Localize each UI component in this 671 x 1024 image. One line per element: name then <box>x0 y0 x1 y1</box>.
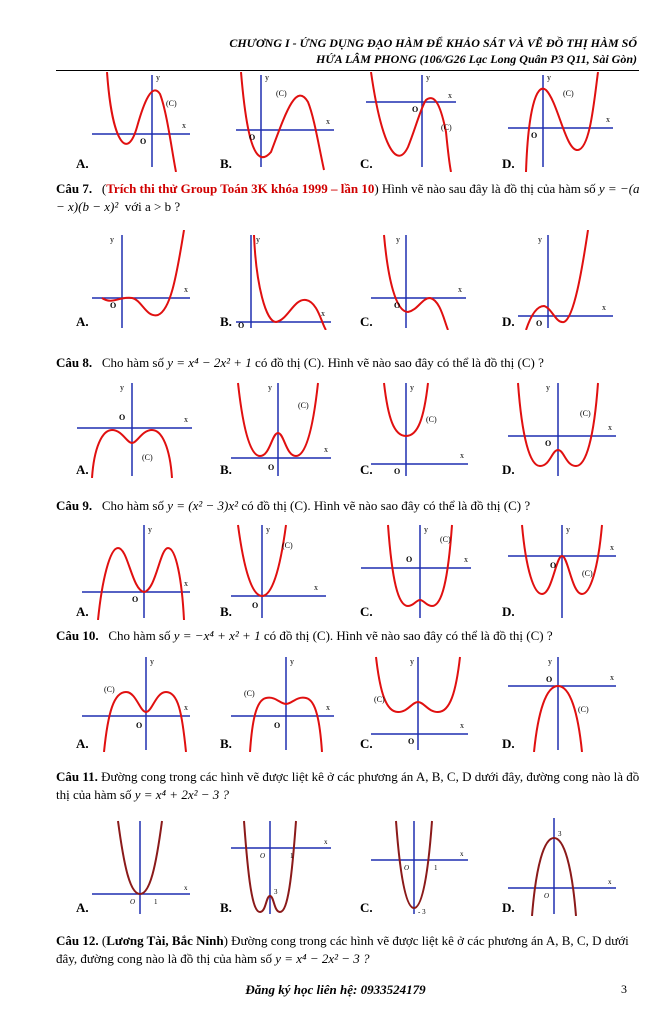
svg-text:x: x <box>326 117 330 126</box>
header-author: HỨA LÂM PHONG (106/G26 Lạc Long Quân P3 Q11, Sài Gòn) <box>316 52 637 66</box>
svg-text:O: O <box>544 892 550 900</box>
figures-row-q11 <box>56 816 642 916</box>
svg-text:x: x <box>184 884 188 892</box>
figures-row-q7 <box>56 230 642 330</box>
svg-text:x: x <box>608 878 612 886</box>
svg-text:x: x <box>184 703 188 712</box>
svg-text:3: 3 <box>274 888 278 896</box>
figures-row-q8 <box>56 378 642 478</box>
graph-svg <box>72 520 192 620</box>
svg-text:O: O <box>136 721 143 730</box>
graph-svg <box>356 520 476 620</box>
figure-option-c <box>356 230 476 330</box>
graph-svg <box>72 230 192 330</box>
header-chapter: CHƯƠNG I - ỨNG DỤNG ĐẠO HÀM ĐỂ KHẢO SÁT VÀ VẼ ĐỒ THỊ HÀM SỐ <box>229 36 637 50</box>
footer-contact: Đăng ký học liên hệ: 0933524179 <box>245 982 426 997</box>
svg-text:O: O <box>531 131 538 140</box>
svg-text:(C): (C) <box>166 99 177 108</box>
svg-text:y: y <box>266 525 270 534</box>
question-9: Câu 9. Cho hàm số y = (x² − 3)x² có đồ thị (C). Hình vẽ nào sao đây có thể là đồ thị (C) ? <box>56 498 531 513</box>
svg-text:x: x <box>602 303 606 312</box>
svg-text:y: y <box>265 73 269 82</box>
svg-text:O: O <box>406 555 413 564</box>
graph-svg <box>216 378 336 478</box>
svg-text:y: y <box>256 235 260 244</box>
figure-option-a <box>72 652 192 752</box>
option-label-a: A. <box>76 462 89 477</box>
question-formula: y = −x⁴ + x² + 1 <box>173 628 261 643</box>
svg-text:y: y <box>290 657 294 666</box>
svg-text:x: x <box>608 423 612 432</box>
figure-option-b <box>216 816 336 916</box>
figure-option-b <box>216 72 336 172</box>
svg-text:O: O <box>545 439 552 448</box>
svg-text:O: O <box>249 133 256 142</box>
svg-text:x: x <box>324 838 328 846</box>
svg-text:(C): (C) <box>244 689 255 698</box>
graph-svg <box>356 816 476 916</box>
svg-text:y: y <box>268 383 272 392</box>
option-label-d: D. <box>502 900 515 915</box>
svg-text:(C): (C) <box>282 541 293 550</box>
option-label-b: B. <box>220 604 232 619</box>
question-source: Lương Tài, Bắc Ninh <box>106 933 224 948</box>
svg-text:y: y <box>150 657 154 666</box>
svg-text:y: y <box>426 73 430 82</box>
option-label-d: D. <box>502 462 515 477</box>
svg-text:O: O <box>536 319 543 328</box>
svg-text:x: x <box>458 285 462 294</box>
graph-svg <box>498 378 618 478</box>
svg-text:x: x <box>460 850 464 858</box>
svg-text:(C): (C) <box>441 123 452 132</box>
figure-option-c <box>356 652 476 752</box>
svg-text:y: y <box>148 525 152 534</box>
svg-text:O: O <box>550 561 557 570</box>
question-10: Câu 10. Cho hàm số y = −x⁴ + x² + 1 có đồ thị (C). Hình vẽ nào sao đây có thể là đồ thị (C) ? <box>56 628 553 643</box>
figures-row-q6 <box>56 72 642 172</box>
header-rule <box>56 70 639 71</box>
svg-text:x: x <box>314 583 318 592</box>
question-8: Câu 8. Cho hàm số y = x⁴ − 2x² + 1 có đồ thị (C). Hình vẽ nào sao đây có thể là đồ thị (C) ? <box>56 355 544 370</box>
figure-option-a <box>72 816 192 916</box>
graph-svg <box>72 652 192 752</box>
svg-text:x: x <box>460 721 464 730</box>
svg-text:x: x <box>460 451 464 460</box>
question-11: Câu 11. Đường cong trong các hình vẽ được liệt kê ở các phương án A, B, C, D dưới đây, đường cong nào là đồ thị của hàm số y = x⁴ + 2x² − 3 ? <box>56 769 640 802</box>
figure-option-b <box>216 230 336 330</box>
option-label-a: A. <box>76 156 89 171</box>
option-label-b: B. <box>220 314 232 329</box>
svg-text:(C): (C) <box>298 401 309 410</box>
svg-text:O: O <box>238 321 245 330</box>
figure-option-d <box>498 652 618 752</box>
question-number: Câu 7. <box>56 181 93 196</box>
svg-text:3: 3 <box>558 830 562 838</box>
option-label-d: D. <box>502 314 515 329</box>
svg-text:(C): (C) <box>580 409 591 418</box>
question-7: Câu 7. (Trích thi thử Group Toán 3K khóa 1999 – lần 10) Hình vẽ nào sau đây là đồ thị của hàm số y = −(a − x)(b − x)² với a > b ? <box>56 181 640 214</box>
svg-text:O: O <box>260 852 266 860</box>
graph-svg <box>216 816 336 916</box>
svg-text:O: O <box>130 898 136 906</box>
graph-svg <box>72 816 192 916</box>
figure-option-c <box>356 520 476 620</box>
figure-option-d <box>498 520 618 620</box>
svg-text:(C): (C) <box>104 685 115 694</box>
svg-text:y: y <box>546 383 550 392</box>
question-number: Câu 8. <box>56 355 93 370</box>
svg-text:y: y <box>548 657 552 666</box>
svg-text:x: x <box>610 673 614 682</box>
svg-text:y: y <box>538 235 542 244</box>
figure-option-a <box>72 230 192 330</box>
figure-option-a <box>72 378 192 478</box>
question-source: Trích thi thử Group Toán 3K khóa 1999 – lần 10 <box>106 181 375 196</box>
svg-text:O: O <box>119 413 126 422</box>
svg-text:1: 1 <box>290 852 294 860</box>
svg-text:(C): (C) <box>276 89 287 98</box>
figure-option-c <box>356 816 476 916</box>
graph-svg <box>498 230 618 330</box>
graph-svg <box>216 520 336 620</box>
svg-text:(C): (C) <box>563 89 574 98</box>
question-formula: y = −(a − x)(b − x)² <box>56 181 640 214</box>
svg-text:y: y <box>547 73 551 82</box>
graph-svg <box>498 652 618 752</box>
figure-option-d <box>498 816 618 916</box>
svg-text:O: O <box>252 601 259 610</box>
graph-svg <box>356 230 476 330</box>
figures-row-q9 <box>56 520 642 620</box>
svg-text:y: y <box>410 657 414 666</box>
option-label-a: A. <box>76 604 89 619</box>
svg-text:O: O <box>132 595 139 604</box>
svg-text:y: y <box>410 383 414 392</box>
figure-option-b <box>216 378 336 478</box>
graph-svg <box>216 652 336 752</box>
question-formula: y = x⁴ + 2x² − 3 ? <box>134 787 230 802</box>
question-number: Câu 10. <box>56 628 99 643</box>
option-label-c: C. <box>360 462 373 477</box>
svg-text:x: x <box>184 285 188 294</box>
graph-svg <box>72 378 192 478</box>
svg-text:O: O <box>408 737 415 746</box>
graph-svg <box>498 816 618 916</box>
figure-option-b <box>216 652 336 752</box>
option-label-c: C. <box>360 604 373 619</box>
svg-text:O: O <box>394 467 401 476</box>
svg-text:O: O <box>268 463 275 472</box>
svg-text:x: x <box>324 445 328 454</box>
option-label-b: B. <box>220 156 232 171</box>
graph-svg <box>72 72 192 172</box>
figure-option-b <box>216 520 336 620</box>
svg-text:x: x <box>606 115 610 124</box>
option-label-a: A. <box>76 736 89 751</box>
svg-text:1: 1 <box>434 864 438 872</box>
question-formula: y = x⁴ − 2x² + 1 <box>167 355 252 370</box>
svg-text:O: O <box>140 137 147 146</box>
svg-text:y: y <box>110 235 114 244</box>
option-label-b: B. <box>220 736 232 751</box>
option-label-a: A. <box>76 314 89 329</box>
option-label-c: C. <box>360 156 373 171</box>
graph-svg <box>216 72 336 172</box>
option-label-b: B. <box>220 462 232 477</box>
option-label-d: D. <box>502 604 515 619</box>
svg-text:O: O <box>274 721 281 730</box>
svg-text:O: O <box>546 675 553 684</box>
svg-text:O: O <box>412 105 419 114</box>
svg-text:x: x <box>184 579 188 588</box>
svg-text:- 3: - 3 <box>418 908 426 916</box>
figure-option-d <box>498 378 618 478</box>
figure-option-d <box>498 72 618 172</box>
option-label-d: D. <box>502 736 515 751</box>
graph-svg <box>356 378 476 478</box>
svg-text:(C): (C) <box>142 453 153 462</box>
svg-text:x: x <box>182 121 186 130</box>
svg-text:O: O <box>394 301 401 310</box>
option-label-c: C. <box>360 314 373 329</box>
svg-text:(C): (C) <box>578 705 589 714</box>
graph-svg <box>498 520 618 620</box>
question-number: Câu 9. <box>56 498 93 513</box>
svg-text:O: O <box>110 301 117 310</box>
graph-svg <box>356 652 476 752</box>
svg-text:x: x <box>184 415 188 424</box>
svg-text:1: 1 <box>154 898 158 906</box>
question-formula: y = (x² − 3)x² <box>167 498 239 513</box>
svg-text:x: x <box>464 555 468 564</box>
option-label-d: D. <box>502 156 515 171</box>
svg-text:(C): (C) <box>426 415 437 424</box>
question-number: Câu 12. <box>56 933 99 948</box>
figures-row-q10 <box>56 652 642 752</box>
option-label-c: C. <box>360 900 373 915</box>
svg-text:x: x <box>610 543 614 552</box>
svg-text:O: O <box>404 864 410 872</box>
svg-text:y: y <box>396 235 400 244</box>
svg-text:y: y <box>120 383 124 392</box>
question-formula: y = x⁴ − 2x² − 3 ? <box>275 951 370 966</box>
svg-text:(C): (C) <box>582 569 593 578</box>
option-label-a: A. <box>76 900 89 915</box>
figure-option-c <box>356 72 476 172</box>
figure-option-d <box>498 230 618 330</box>
svg-text:y: y <box>566 525 570 534</box>
svg-text:y: y <box>156 73 160 82</box>
graph-svg <box>356 72 476 172</box>
option-label-c: C. <box>360 736 373 751</box>
svg-text:x: x <box>321 309 325 318</box>
svg-text:(C): (C) <box>374 695 385 704</box>
svg-text:x: x <box>326 703 330 712</box>
figure-option-a <box>72 520 192 620</box>
option-label-b: B. <box>220 900 232 915</box>
svg-text:x: x <box>448 91 452 100</box>
question-12: Câu 12. (Lương Tài, Bắc Ninh) Đường cong trong các hình vẽ được liệt kê ở các phương án A, B, C, D dưới đây, đường cong nào là đồ thị của hàm số y = x⁴ − 2x² − 3 ? <box>56 933 629 966</box>
figure-option-a <box>72 72 192 172</box>
figure-option-c <box>356 378 476 478</box>
graph-svg <box>498 72 618 172</box>
graph-svg <box>216 230 336 330</box>
question-number: Câu 11. <box>56 769 98 784</box>
page-number: 3 <box>621 982 627 996</box>
svg-text:(C): (C) <box>440 535 451 544</box>
svg-text:y: y <box>424 525 428 534</box>
